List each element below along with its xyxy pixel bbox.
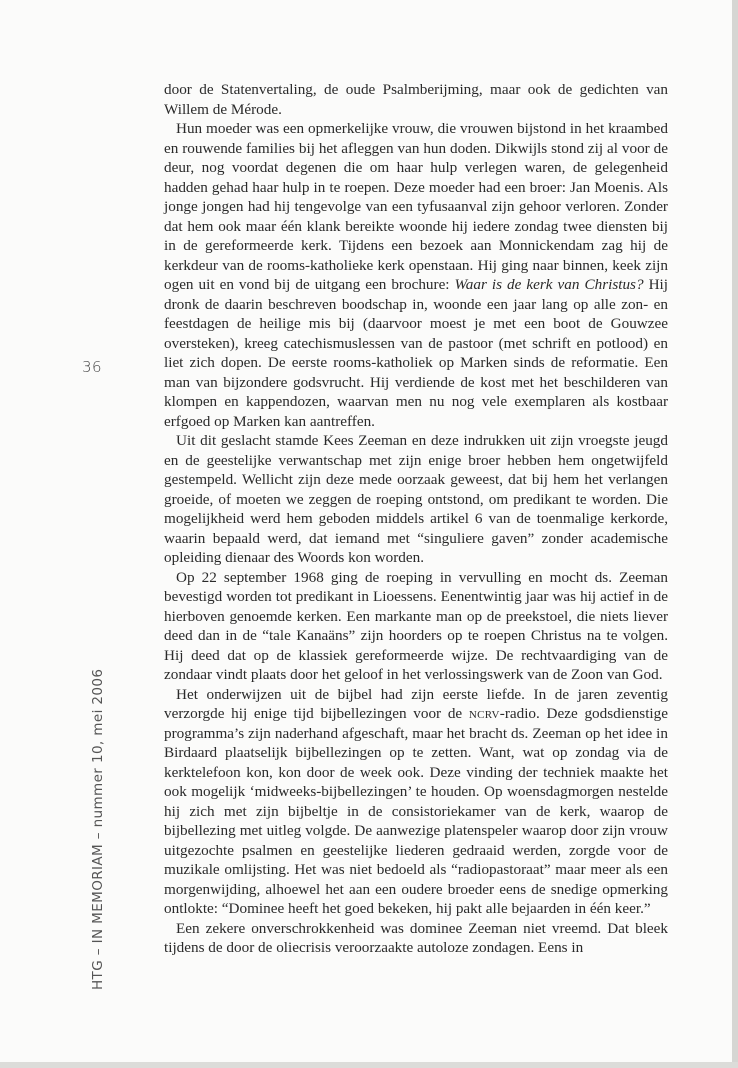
paragraph: door de Statenvertaling, de oude Psalmberijming, maar ook de gedichten van Willem de Mérode. bbox=[164, 81, 668, 118]
running-head: HTG – IN MEMORIAM – nummer 10, mei 2006 bbox=[90, 668, 106, 990]
paragraph: Een zekere onverschrokkenheid was dominee Zeeman niet vreemd. Dat bleek tijdens de door de oliecrisis veroorzaakte autoloze zondagen. Eens in bbox=[164, 919, 668, 956]
paragraph: Hun moeder was een opmerkelijke vrouw, die vrouwen bijstond in het kraambed en rouwende families bij het afleggen van hun doden. Dikwijls stond zij al voor de deur, nog voordat degenen die om haar hulp verlegen waren, de gelegenheid hadden gehad haar hulp in te roepen. Deze moeder had een broer: Jan Moenis. Als jonge jongen had hij tengevolge van een tyfusaanval zijn gehoor verloren. Zonder dat hem ook maar één klank bereikte woonde hij iedere zondag twee diensten bij in de gereformeerde kerk. Tijdens een bezoek aan Monnickendam zag hij de kerkdeur van de rooms-katholieke kerk openstaan. Hij ging naar binnen, keek zijn ogen uit en vond bij de uitgang een brochure: Waar is de kerk van Christus? Hij dronk de daarin beschreven boodschap in, woonde een jaar lang op alle zon- en feestdagen de heilige mis bij (daarvoor moest je met een boot de Gouwzee oversteken), kreeg catechismuslessen van de pastoor (met schrift en potlood) en liet zich dopen. De eerste rooms-katholiek op Marken sinds de reformatie. Een man van bijzondere godsvrucht. Hij verdiende de kost met het beschilderen van klompen en kappendozen, waarvan men nu nog vele exemplaren als kostbaar erfgoed op Marken kan aantreffen. bbox=[164, 120, 668, 430]
article-body bbox=[164, 80, 668, 958]
paragraph: Het onderwijzen uit de bijbel had zijn eerste liefde. In de jaren zeventig verzorgde hij enige tijd bijbellezingen voor de ncrv-radio. Deze godsdienstige programma’s zijn naderhand afgeschaft, maar het bracht ds. Zeeman op het idee in Birdaard plaatselijk bijbellezingen op te zetten. Want, wat op zondag via de kerktelefoon kon, kon door de week ook. Deze vinding der techniek maakte het ook mogelijk ‘midweeks-bijbellezingen’ te houden. Op woensdagmorgen nestelde hij zich met zijn bijbeltje in de consistoriekamer van de kerk, waarop de bijbellezing met uitleg volgde. De aanwezige platenspeler waarop door zijn vrouw uitgezochte psalmen en geestelijke liederen gedraaid werden, zorgde voor de muzikale omlijsting. Het was niet bedoeld als “radiopastoraat” maar meer als een morgenwijding, alhoewel het aan een oudere broeder eens de snedige opmerking ontlokte: “Dominee heeft het goed bekeken, hij pakt alle bejaarden in één keer.” bbox=[164, 685, 668, 917]
page-edge-bottom bbox=[0, 1062, 738, 1068]
paragraph: Op 22 september 1968 ging de roeping in vervulling en mocht ds. Zeeman bevestigd worden tot predikant in Lioessens. Eenentwintig jaar was hij actief in de hierboven genoemde kerken. Een markante man op de preekstoel, die niets liever deed dan in de “tale Kanaäns” zijn hoorders op te roepen Christus na te volgen. Hij deed dat op de klassiek gereformeerde wijze. De rechtvaardiging van de zondaar vindt plaats door het geloof in het verlossingswerk van de Zoon van God. bbox=[164, 568, 668, 683]
page-number: 36 bbox=[82, 358, 103, 376]
broadcaster-name: ncrv bbox=[468, 705, 500, 722]
page-edge-right bbox=[732, 0, 738, 1068]
brochure-title: Waar is de kerk van Christus? bbox=[454, 276, 644, 293]
paragraph: Uit dit geslacht stamde Kees Zeeman en deze indrukken uit zijn vroegste jeugd en de geestelijke verwantschap met zijn enige broer hebben hem ongetwijfeld gestempeld. Wellicht zijn deze mede oorzaak geweest, dat bij hem het verlangen groeide, of moeten we zeggen de roeping ontstond, om predikant te worden. Die mogelijkheid werd hem geboden middels artikel 6 van de toenmalige kerkorde, waarin bepaald werd, dat iemand met “singuliere gaven” zonder academische opleiding dienaar des Woords kon worden. bbox=[164, 432, 668, 566]
